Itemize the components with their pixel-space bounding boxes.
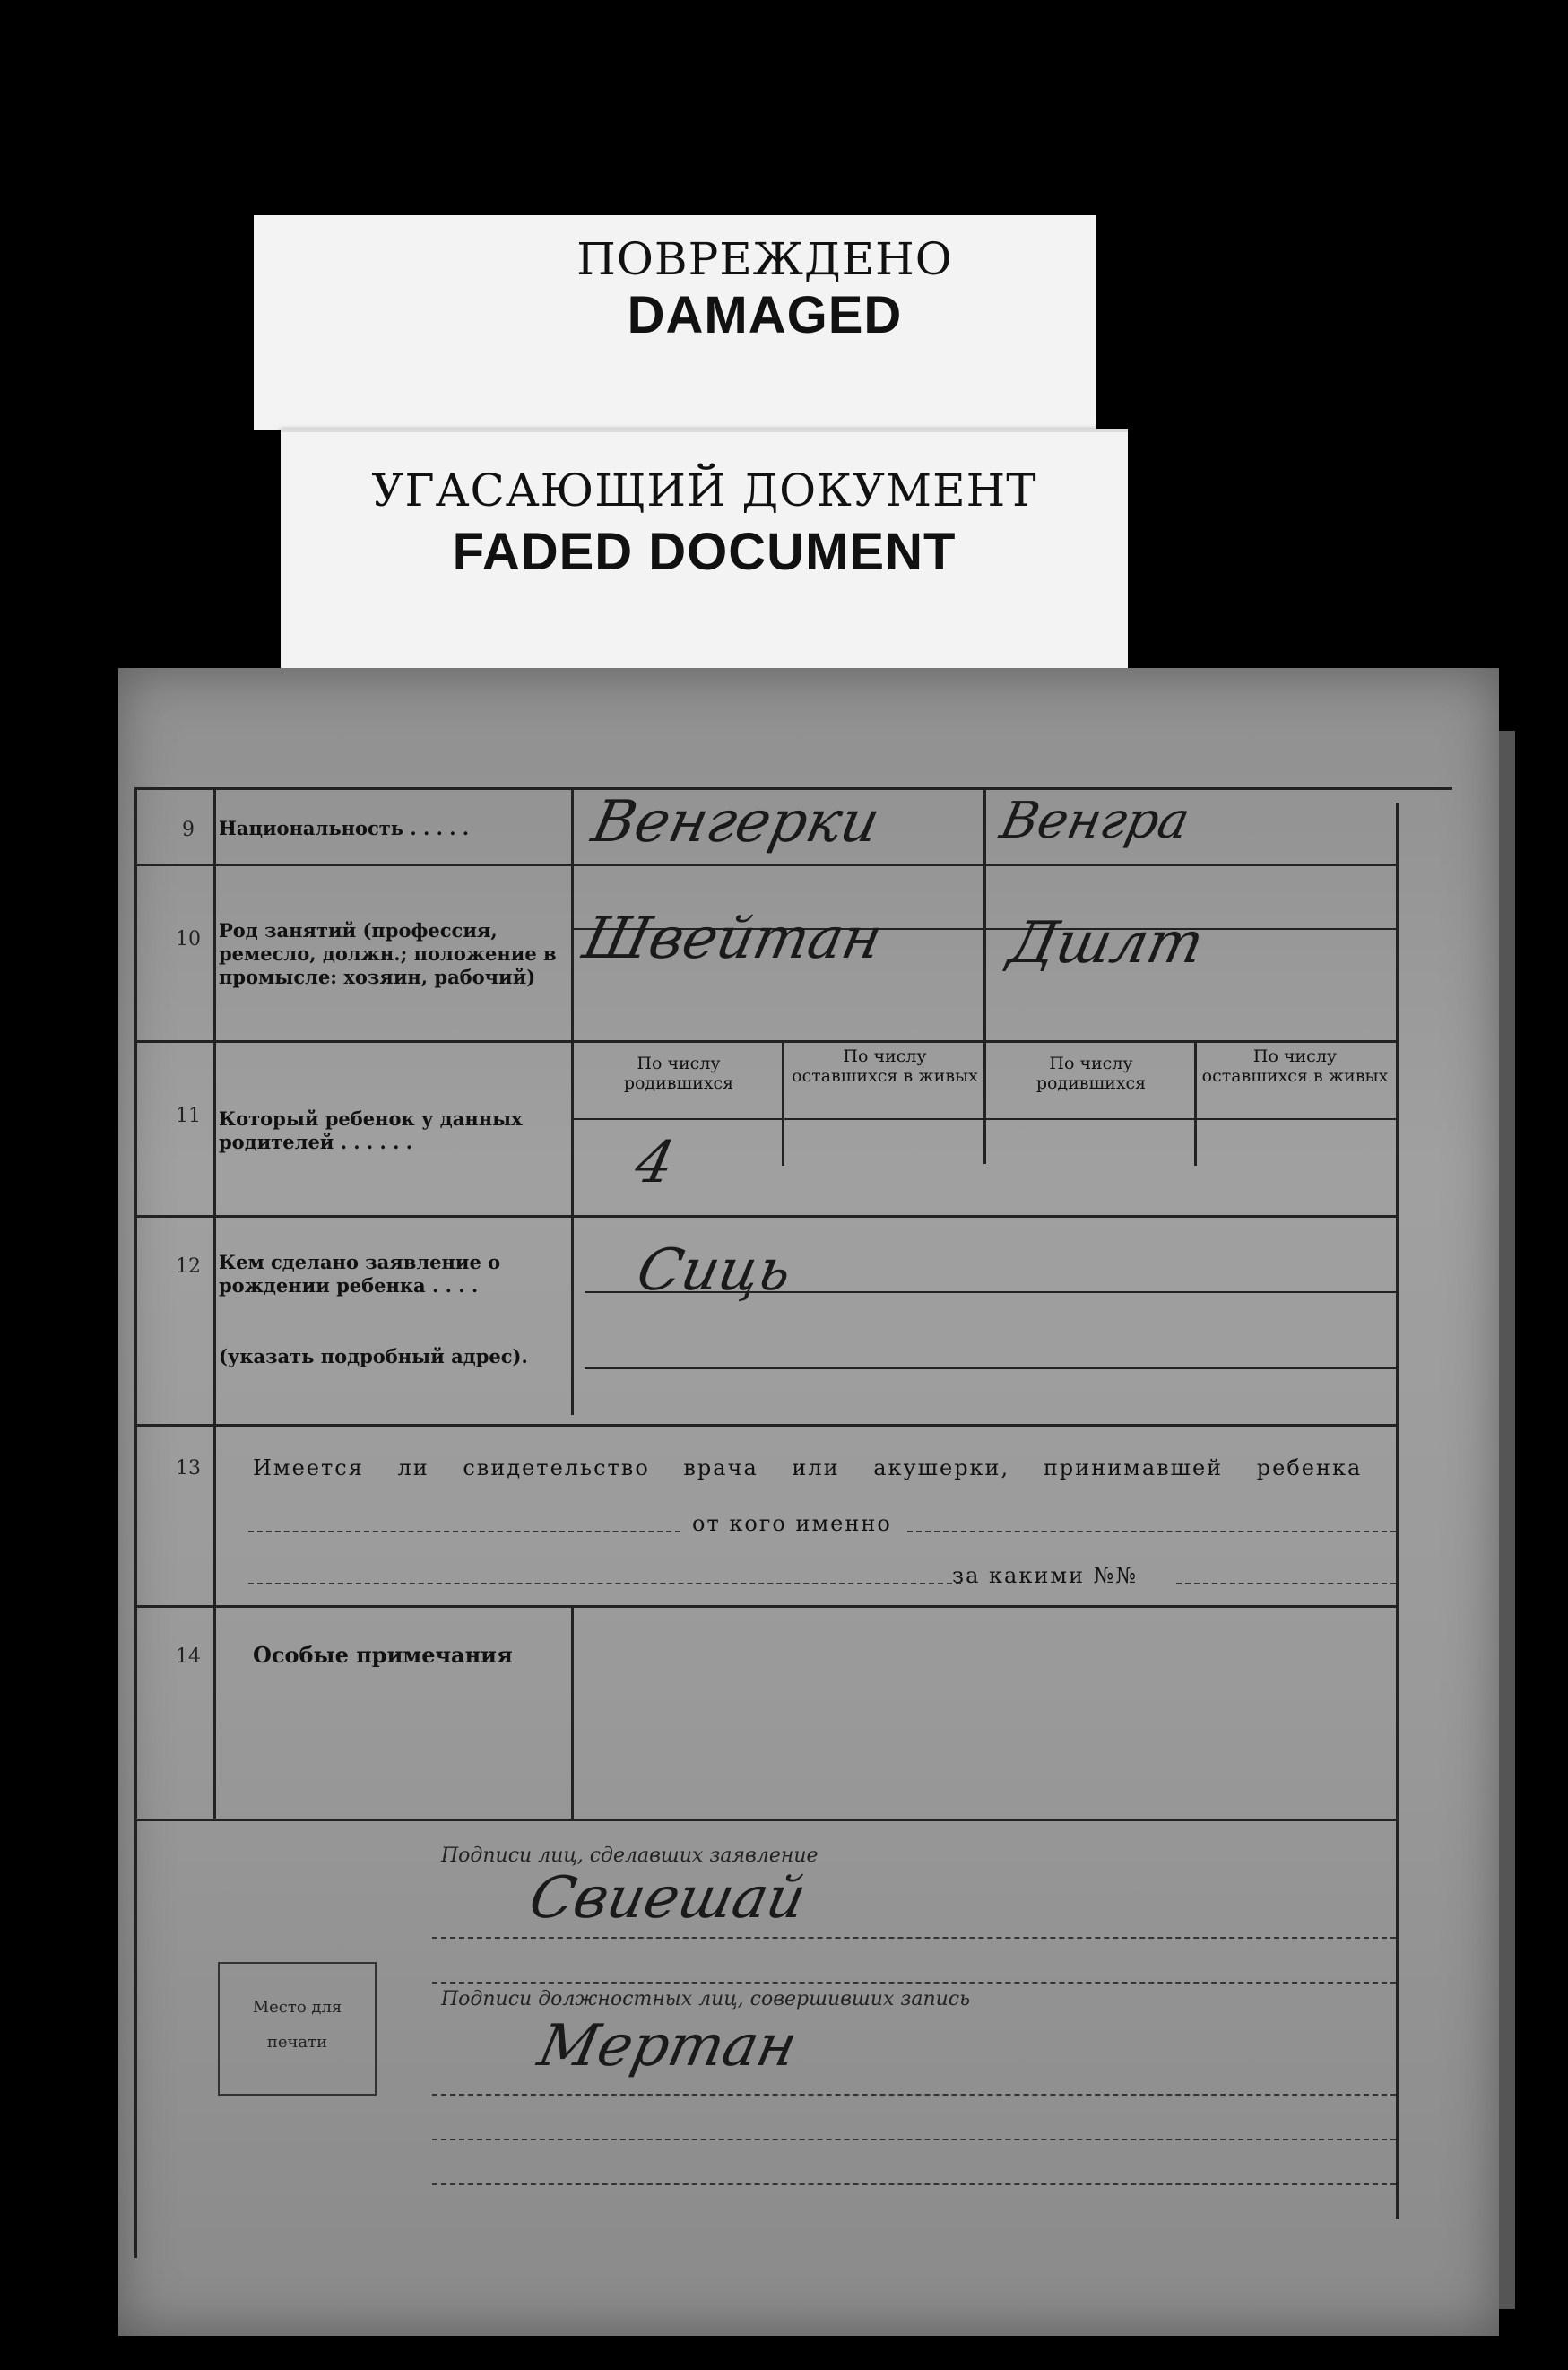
row9-father-value: Венгра <box>995 792 1195 850</box>
row12-address-hint: (указать подробный адрес). <box>219 1345 528 1367</box>
row12-declarant-value: Сиць <box>631 1237 798 1304</box>
row13-blank-2 <box>907 1531 1396 1532</box>
officials-line-1 <box>432 2094 1396 2096</box>
damaged-label-en: DAMAGED <box>627 286 903 344</box>
frame-left-line <box>134 787 137 2258</box>
row12-number: 12 <box>176 1255 201 1278</box>
seal-line-2: печати <box>266 2033 328 2052</box>
row11-sub-head-2: По числу оставшихся в живых <box>792 1046 978 1086</box>
frame-right-line <box>1396 803 1399 2219</box>
seal-box <box>218 1962 377 2096</box>
sub-split-line-b <box>1194 1040 1197 1166</box>
row13-blank-1 <box>248 1531 680 1532</box>
row9-mother-value: Венгерки <box>586 789 886 855</box>
label-column-line <box>571 787 574 1415</box>
row9-label: Национальность . . . . . <box>219 817 470 839</box>
faded-label-ru: УГАСАЮЩИЙ ДОКУМЕНТ <box>371 464 1037 517</box>
row11-sub-head-1: По числу родившихся <box>623 1054 734 1093</box>
row10-mother-value: Швейтан <box>577 906 888 972</box>
row11-sub-head-4: По числу оставшихся в живых <box>1201 1046 1389 1086</box>
row13-blank-3 <box>248 1583 961 1584</box>
officials-signature-caption: Подписи должностных лиц, совершивших запись <box>441 1988 971 2010</box>
row10-number: 10 <box>176 928 201 951</box>
row11-label: Который ребенок у данных родителей . . . . . . <box>219 1107 523 1153</box>
row14-label: Особые примечания <box>253 1642 513 1668</box>
row10-father-value: Дшлт <box>1003 910 1209 977</box>
faded-label-card <box>281 429 1128 674</box>
parent-split-line <box>983 787 986 1164</box>
row13-bottom-line <box>134 1605 1399 1608</box>
row11-sub-head-3: По числу родившихся <box>1035 1054 1147 1093</box>
row13-numbers: за какими №№ <box>952 1563 1139 1588</box>
row11-number: 11 <box>176 1105 201 1127</box>
declarants-signature-caption: Подписи лиц, сделавших заявление <box>441 1845 819 1867</box>
officials-signature: Мертан <box>533 2013 803 2079</box>
row12-bottom-line <box>134 1424 1399 1427</box>
row12-label: Кем сделано заявление о рождении ребенка . . . . <box>219 1251 501 1297</box>
row11-bottom-line <box>134 1215 1399 1218</box>
damaged-label-ru: ПОВРЕЖДЕНО <box>576 233 953 285</box>
damaged-label-card <box>254 215 1096 430</box>
declarants-line-2 <box>432 1982 1396 1984</box>
row13-number: 13 <box>176 1457 201 1480</box>
row13-from-whom: от кого именно <box>692 1511 892 1536</box>
seal-line-1: Место для <box>252 1998 342 2017</box>
row9-number: 9 <box>182 819 195 841</box>
row12-line-2 <box>585 1367 1396 1369</box>
officials-line-3 <box>432 2183 1396 2185</box>
row11-sub-line <box>571 1118 1399 1120</box>
row10-bottom-line <box>134 1040 1399 1043</box>
faded-label-en: FADED DOCUMENT <box>452 523 957 581</box>
label-column-line-2 <box>571 1605 574 1820</box>
sub-split-line-a <box>782 1040 784 1166</box>
officials-line-2 <box>432 2139 1396 2140</box>
row13-question: Имеется ли свидетельство врача или акушерки, принимавшей ребенка <box>253 1455 1363 1480</box>
declarants-line-1 <box>432 1937 1396 1939</box>
row14-number: 14 <box>176 1645 201 1668</box>
row14-bottom-line <box>134 1819 1399 1821</box>
row9-bottom-line <box>134 864 1399 866</box>
row13-blank-4 <box>1176 1583 1396 1584</box>
row10-label: Род занятий (профессия, ремесло, должн.; положение в промысле: хозяин, рабочий) <box>219 919 557 988</box>
row11-born-value: 4 <box>629 1130 680 1196</box>
declarants-signature: Свиешай <box>524 1865 812 1932</box>
